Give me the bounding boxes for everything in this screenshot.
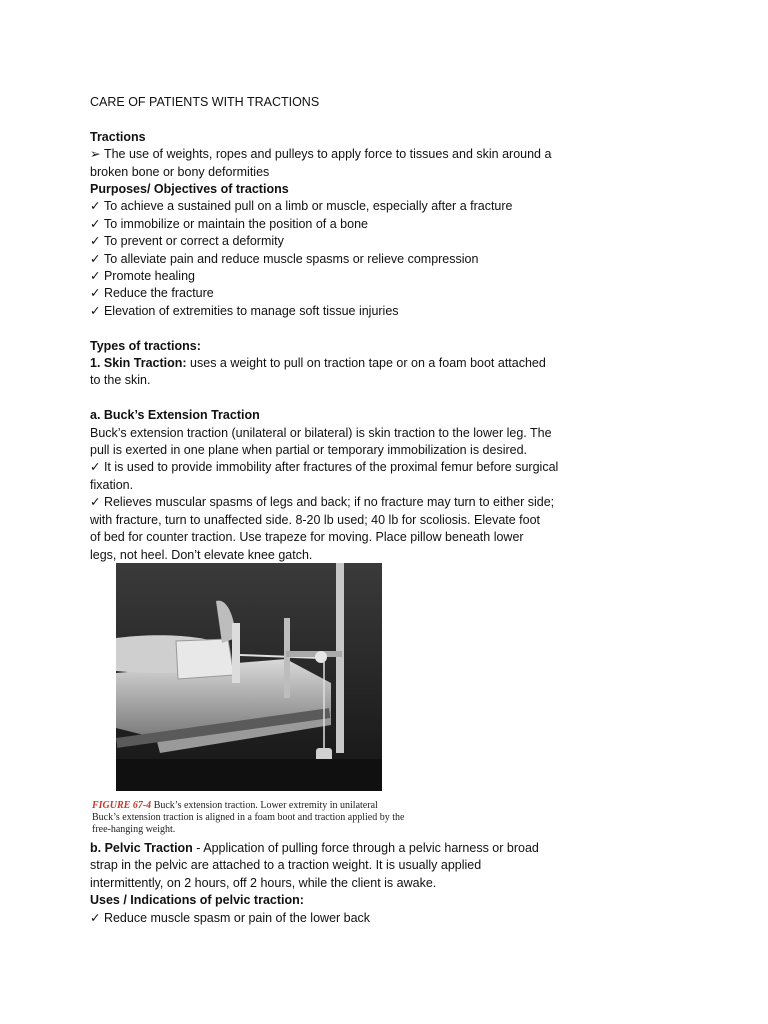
bucks-para-line: pull is exerted in one plane when partial or temporary immobilization is desired. bbox=[90, 443, 528, 458]
purpose-item: ✓ To achieve a sustained pull on a limb or muscle, especially after a fracture bbox=[90, 198, 585, 215]
pelvic-text: - Application of pulling force through a pelvic harness or broad bbox=[192, 841, 539, 855]
purpose-item: ✓ Elevation of extremities to manage soft tissue injuries bbox=[90, 303, 585, 320]
pelvic-uses-heading: Uses / Indications of pelvic traction: bbox=[90, 893, 304, 908]
bucks-check-1-line: ✓ It is used to provide immobility after fractures of the proximal femur before surgical bbox=[90, 459, 585, 476]
caption-line-3: free-hanging weight. bbox=[92, 824, 176, 835]
skin-traction-line-1 bbox=[90, 355, 585, 372]
purpose-item: ✓ Promote healing bbox=[90, 268, 585, 285]
bucks-check-2-line: of bed for counter traction. Use trapeze for moving. Place pillow beneath lower bbox=[90, 530, 524, 545]
bucks-check-2-line: legs, not heel. Don’t elevate knee gatch. bbox=[90, 547, 313, 562]
pelvic-line: strap in the pelvic are attached to a traction weight. It is usually applied bbox=[90, 858, 482, 873]
pelvic-line-1 bbox=[90, 840, 585, 857]
figure-label: FIGURE 67-4 bbox=[92, 800, 152, 811]
bucks-check-2-line: with fracture, turn to unaffected side. 8-20 lb used; 40 lb for scoliosis. Elevate foot bbox=[90, 512, 541, 527]
traction-photo-illustration bbox=[116, 563, 382, 791]
caption-line-2: Buck’s extension traction is aligned in a foam boot and traction applied by the bbox=[92, 812, 405, 823]
document-title: CARE OF PATIENTS WITH TRACTIONS bbox=[90, 95, 320, 109]
definition-line-2: broken bone or bony deformities bbox=[90, 164, 270, 179]
bucks-heading: a. Buck’s Extension Traction bbox=[90, 408, 260, 423]
purpose-item: ✓ Reduce the fracture bbox=[90, 285, 585, 302]
skin-traction-text: uses a weight to pull on traction tape or on a foam boot attached bbox=[186, 356, 546, 371]
purpose-item: ✓ To prevent or correct a deformity bbox=[90, 233, 585, 250]
purpose-item: ✓ To alleviate pain and reduce muscle spasms or relieve compression bbox=[90, 251, 585, 268]
purposes-heading: Purposes/ Objectives of tractions bbox=[90, 182, 289, 197]
document-body bbox=[90, 94, 585, 564]
pelvic-section bbox=[90, 840, 585, 927]
bucks-traction-photo bbox=[116, 563, 382, 791]
pelvic-line: intermittently, on 2 hours, off 2 hours, while the client is awake. bbox=[90, 875, 437, 890]
figure-caption bbox=[92, 800, 412, 836]
types-heading: Types of tractions: bbox=[90, 338, 201, 353]
skin-traction-label: 1. Skin Traction: bbox=[90, 356, 187, 371]
pelvic-label: b. Pelvic Traction bbox=[90, 841, 193, 855]
bucks-check-1-line: fixation. bbox=[90, 477, 134, 492]
caption-line-1: Buck’s extension traction. Lower extremity in unilateral bbox=[151, 800, 378, 811]
tractions-heading: Tractions bbox=[90, 129, 146, 144]
skin-traction-line-2: to the skin. bbox=[90, 373, 151, 388]
pelvic-use-item: ✓ Reduce muscle spasm or pain of the lower back bbox=[90, 910, 585, 927]
bucks-para-line: Buck’s extension traction (unilateral or bilateral) is skin traction to the lower leg. The bbox=[90, 425, 552, 440]
definition-line-1: ➢ The use of weights, ropes and pulleys to apply force to tissues and skin around a bbox=[90, 146, 585, 163]
purpose-item: ✓ To immobilize or maintain the position of a bone bbox=[90, 216, 585, 233]
bucks-check-2-line: ✓ Relieves muscular spasms of legs and back; if no fracture may turn to either side; bbox=[90, 494, 585, 511]
